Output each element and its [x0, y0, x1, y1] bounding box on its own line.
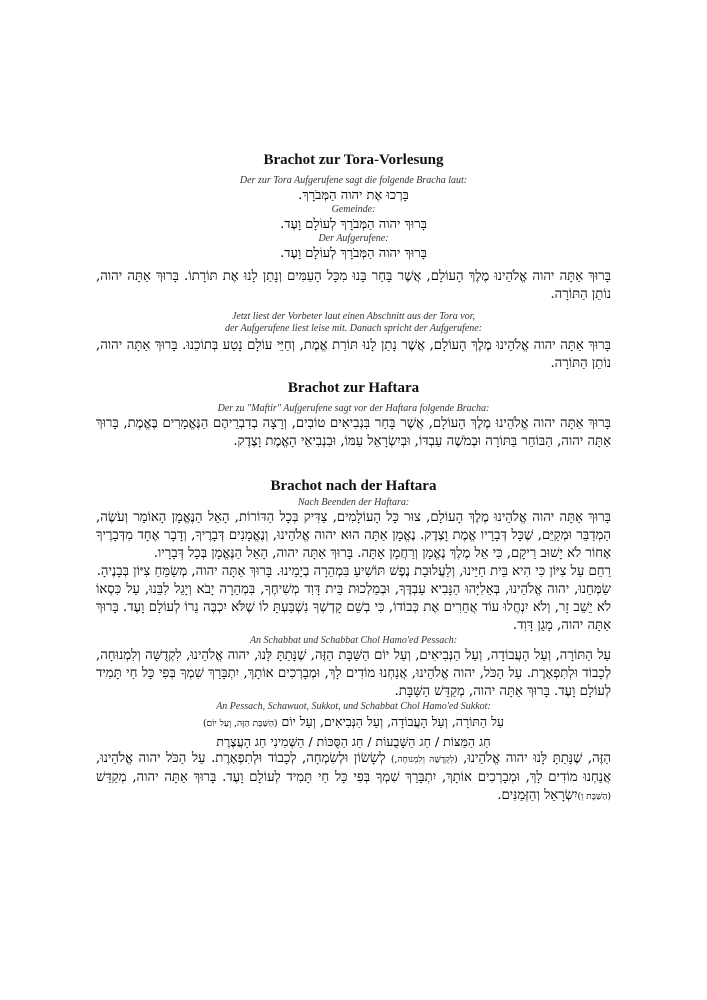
note-shabbat: An Schabbat und Schabbat Chol Hamo'ed Pessach: [249, 635, 458, 646]
p5-rest1: הַזֶּה, שֶׁנָּתַתָּ לָּנוּ יהוה אֱלֹהֵינוּ, [463, 751, 611, 766]
torah-bracha-before-text: בָּרוּךְ אַתָּה יהוה אֱלֹהֵינוּ מֶלֶךְ הָעוֹלָם, אֲשֶׁר בָּחַר בָּנוּ מִכָּל הָעַמִּים וְנָתַן לָנוּ אֶת תּוֹרָתוֹ. בָּרוּךְ אַתָּה יהוה, נוֹתֵן הַתּוֹרָה. [96, 269, 611, 302]
haftara-after-p4: עַל הַתּוֹרָה, וְעַל הָעֲבוֹדָה, וְעַל הַנְּבִיאִים, וְעַל יוֹם הַשַּׁבָּת הַזֶּה, שֶׁנָּתַתָּ לָּנוּ, יהוה אֱלֹהֵינוּ, לִקְדֻשָּׁה וְלִמְנוּחָה, לְכָבוֹד וּלְתִפְאָרֶת. עַל הַכֹּל, יהוה אֱלֹהֵינוּ, אֲנַחְנוּ מוֹדִים לָךְ, וּמְבָרְכִים אוֹתָךְ, יִתְבָּרַךְ שִׁמְךָ בְּפִי כָּל חַי תָּמִיד לְעוֹלָם וָעֶד. בָּרוּךְ אַתָּה יהוה, מְקַדֵּשׁ הַשַּׁבָּת. [96, 648, 611, 699]
p5-small3: (הַשַּׁבָּת וְ) [577, 792, 611, 802]
torah-note-2: Gemeinde: [331, 204, 376, 215]
haftara-after-p2: רַחֵם עַל צִיּוֹן כִּי הִיא בֵּית חַיֵּינוּ, וְלַעֲלוּבַת נֶפֶשׁ תּוֹשִׁיעַ בִּמְהֵרָה בְיָמֵינוּ. בָּרוּךְ אַתָּה יהוה, מְשַׂמֵּחַ צִיּוֹן בְּבָנֶיהָ. [96, 564, 611, 579]
p5-rest2: לְשָׂשׂוֹן וּלְשִׂמְחָה, לְכָבוֹד וּלְתִפְאָרֶת. עַל הַכֹּל יהוה אֱלֹהֵינוּ, אֲנַחְנוּ מוֹדִים לָךְ, וּמְבָרְכִים אוֹתָךְ, יִתְבָּרַךְ שִׁמְךָ בְּפִי כָּל חַי תָּמִיד לְעוֹלָם וָעֶד. בָּרוּךְ אַתָּה יהוה, מְקַדֵּשׁ [96, 751, 611, 785]
p5-line1-small: (הַשַּׁבָּת הַזֶּה, וְעַל יוֹם) [202, 719, 278, 729]
haftara-after-section [96, 478, 611, 806]
haftara-after-heading: Brachot nach der Haftara [270, 478, 437, 494]
p5-line1-text: עַל הַתּוֹרָה, וְעַל הָעֲבוֹדָה, וְעַל הַנְּבִיאִים, וְעַל יוֹם [281, 714, 505, 729]
p5-end: יִשְׂרָאֵל וְהַזְּמַנִּים. [497, 788, 578, 803]
torah-response-2: בָּרוּךְ יהוה הַמְּבֹרָךְ לְעוֹלָם וָעֶד. [280, 246, 427, 261]
note-festival: An Pessach, Schawuot, Sukkot, und Schabbat Chol Hamo'ed Sukkot: [216, 701, 491, 712]
haftara-after-p5-line1 [96, 713, 611, 733]
torah-response-1: בָּרוּךְ יהוה הַמְּבֹרָךְ לְעוֹלָם וָעֶד. [280, 217, 427, 232]
haftara-before-text: בָּרוּךְ אַתָּה יהוה אֱלֹהֵינוּ מֶלֶךְ הָעוֹלָם, אֲשֶׁר בָּחַר בִּנְבִיאִים טוֹבִים, וְרָצָה בְדִבְרֵיהֶם הַנֶּאֱמָרִים בֶּאֱמֶת, בָּרוּךְ אַתָּה יהוה, הַבּוֹחֵר בַּתּוֹרָה וּבְמֹשֶׁה עַבְדּוֹ, וּבְיִשְׂרָאֵל עַמּוֹ, וּבִנְבִיאֵי הָאֱמֶת וָצֶדֶק. [96, 416, 611, 449]
torah-note-5: der Aufgerufene liest leise mit. Danach spricht der Aufgerufene: [224, 323, 483, 334]
haftara-after-p1: בָּרוּךְ אַתָּה יהוה אֱלֹהֵינוּ מֶלֶךְ הָעוֹלָם, צוּר כָּל הָעוֹלָמִים, צַדִּיק בְּכָל הַדּוֹרוֹת, הָאֵל הַנֶּאֱמָן הָאוֹמֵר וְעֹשֶׂה, הַמְדַבֵּר וּמְקַיֵּם, שֶׁכָּל דְּבָרָיו אֱמֶת וָצֶדֶק. נֶאֱמָן אַתָּה הוּא יהוה אֱלֹהֵינוּ, וְנֶאֱמָנִים דְּבָרֶיךָ, וְדָבָר אֶחָד מִדְּבָרֶיךָ אָחוֹר לֹא יָשׁוּב רֵיקָם, כִּי אֵל מֶלֶךְ נֶאֱמָן וְרַחֲמָן אָתָּה. בָּרוּךְ אַתָּה יהוה, הָאֵל הַנֶּאֱמָן בְּכָל דְּבָרָיו. [96, 510, 611, 561]
torah-note-1: Der zur Tora Aufgerufene sagt die folgende Bracha laut: [239, 175, 468, 186]
haftara-after-note: Nach Beenden der Haftara: [297, 497, 410, 508]
torah-heading: Brachot zur Tora-Vorlesung [263, 152, 444, 168]
haftara-before-heading: Brachot zur Haftara [287, 380, 420, 396]
torah-bracha-before [96, 268, 611, 304]
torah-bracha-after-text: בָּרוּךְ אַתָּה יהוה אֱלֹהֵינוּ מֶלֶךְ הָעוֹלָם, אֲשֶׁר נָתַן לָנוּ תּוֹרַת אֱמֶת, וְחַיֵּי עוֹלָם נָטַע בְּתוֹכֵנוּ. בָּרוּךְ אַתָּה יהוה, נוֹתֵן הַתּוֹרָה. [96, 338, 611, 371]
p5-small2: (לִקְדֻשָּׁה וְלִמְנוּחָה,) [390, 755, 458, 765]
torah-note-4: Jetzt liest der Vorbeter laut einen Abschnitt aus der Tora vor, [231, 311, 476, 322]
torah-barchu: בָּרְכוּ אֶת יהוה הַמְּבֹרָךְ. [298, 188, 409, 203]
torah-bracha-after [96, 311, 611, 373]
haftara-before-section [96, 380, 611, 451]
torah-note-3: Der Aufgerufene: [318, 233, 389, 244]
haftara-after-p3: שַׂמְּחֵנוּ, יהוה אֱלֹהֵינוּ, בְּאֵלִיָּהוּ הַנָּבִיא עַבְדֶּךָ, וּבְמַלְכוּת בֵּית דָּוִד מְשִׁיחֶךָ, בִּמְהֵרָה יָבֹא וְיָגֵל לִבֵּנוּ, עַל כִּסְאוֹ לֹא יֵשֵׁב זָר, וְלֹא יִנְחֲלוּ עוֹד אֲחֵרִים אֶת כְּבוֹדוֹ, כִּי בְשֵׁם קָדְשְׁךָ נִשְׁבַּעְתָּ לוֹ שֶׁלֹּא יִכְבֶּה נֵרוֹ לְעוֹלָם וָעֶד. בָּרוּךְ אַתָּה יהוה, מָגֵן דָּוִד. [96, 582, 611, 633]
haftara-before-note: Der zu "Maftir" Aufgerufene sagt vor der Haftara folgende Bracha: [217, 403, 490, 414]
haftara-after-p5-rest [96, 750, 611, 806]
torah-section [96, 152, 611, 262]
haftara-after-p5-line2: חַג הַמַּצּוֹת / חַג הַשָּׁבֻעוֹת / חַג הַסֻּכּוֹת / הַשְּׁמִינִי חַג הָעֲצֶרֶת [216, 734, 491, 749]
